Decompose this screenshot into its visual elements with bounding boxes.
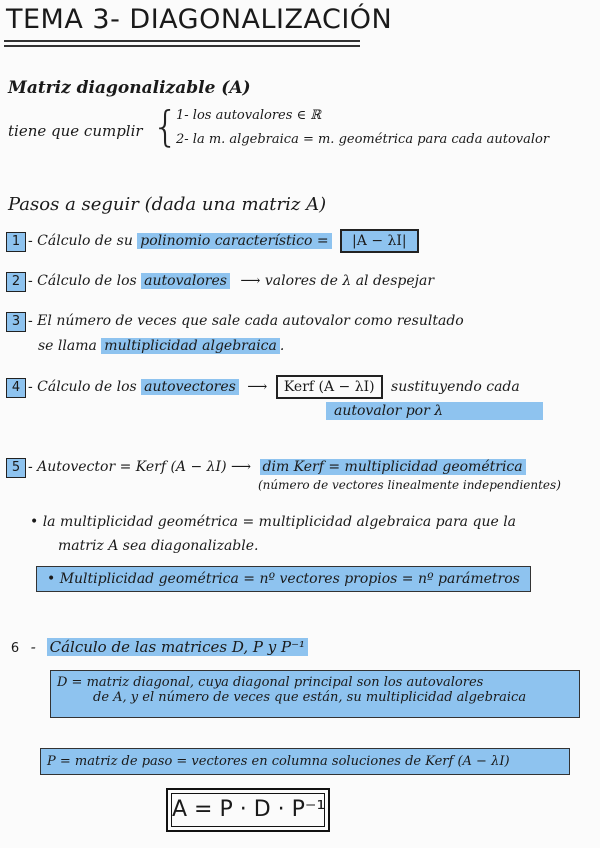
step-after: sustituyendo cada bbox=[391, 379, 520, 395]
step-text: - Autovector = Kerf (A − λI) ⟶ bbox=[28, 459, 252, 475]
page-title: TEMA 3- DIAGONALIZACIÓN bbox=[6, 4, 393, 35]
step-3-line-2 bbox=[38, 338, 284, 354]
step-number: 4 bbox=[6, 378, 26, 398]
highlight: dim Kerf = multiplicidad geométrica bbox=[260, 459, 526, 475]
kernel-box: Kerf (A − λI) bbox=[276, 375, 383, 399]
arrow: ⟶ bbox=[247, 379, 268, 395]
brace: { bbox=[152, 102, 179, 151]
step-2 bbox=[6, 272, 434, 292]
step-1 bbox=[6, 232, 419, 252]
diagonalization-formula: A = P · D · P⁻¹ bbox=[171, 793, 325, 827]
step-text: se llama bbox=[38, 338, 102, 354]
step-5-note: (número de vectores linealmente independientes) bbox=[258, 478, 561, 492]
step-4-line-2: autovalor por λ bbox=[326, 402, 543, 420]
step-number: 5 bbox=[6, 458, 26, 478]
p-definition-box: P = matriz de paso = vectores en columna soluciones de Kerf (A − λI) bbox=[40, 748, 570, 775]
step-text: . bbox=[279, 338, 285, 354]
highlight: autovectores bbox=[141, 379, 239, 395]
step-text: - El número de veces que sale cada autovalor como resultado bbox=[28, 313, 464, 329]
step-4 bbox=[6, 378, 520, 398]
d-definition-line-2: de A, y el número de veces que están, su multiplicidad algebraica bbox=[93, 690, 527, 705]
highlight: Cálculo de las matrices D, P y P⁻¹ bbox=[47, 638, 308, 656]
section-heading-diagonalizable: Matriz diagonalizable (A) bbox=[8, 78, 251, 98]
bullet-1-line-2: matriz A sea diagonalizable. bbox=[58, 538, 259, 554]
condition-1: 1- los autovalores ∈ ℝ bbox=[176, 108, 322, 123]
highlight: autovalores bbox=[141, 273, 230, 289]
step-3 bbox=[6, 312, 464, 332]
bullet-1-line-1: • la multiplicidad geométrica = multiplicidad algebraica para que la bbox=[30, 514, 517, 530]
d-definition-box bbox=[50, 670, 580, 718]
formula-frame bbox=[166, 788, 330, 832]
step-number: 3 bbox=[6, 312, 26, 332]
section-heading-steps: Pasos a seguir (dada una matriz A) bbox=[8, 194, 327, 215]
bullet-2: • Multiplicidad geométrica = nº vectores propios = nº parámetros bbox=[36, 566, 531, 592]
determinant-box: |A − λI| bbox=[340, 229, 419, 253]
title-underline-2 bbox=[4, 45, 360, 47]
step-text: - bbox=[26, 638, 41, 656]
step-6 bbox=[6, 638, 308, 658]
title-underline bbox=[4, 40, 360, 42]
highlight: polinomio característico = bbox=[137, 233, 331, 249]
step-number: 6 bbox=[10, 641, 20, 656]
condition-2: 2- la m. algebraica = m. geométrica para cada autovalor bbox=[176, 132, 550, 147]
step-text: - Cálculo de los bbox=[28, 379, 142, 395]
highlight: multiplicidad algebraica bbox=[101, 338, 280, 354]
step-text: - Cálculo de los bbox=[28, 273, 142, 289]
step-after: ⟶ valores de λ al despejar bbox=[240, 273, 435, 289]
step-number: 1 bbox=[6, 232, 26, 252]
d-definition-line-1: D = matriz diagonal, cuya diagonal principal son los autovalores bbox=[57, 675, 484, 690]
step-number: 2 bbox=[6, 272, 26, 292]
step-text: - Cálculo de su bbox=[28, 233, 138, 249]
condition-lead: tiene que cumplir bbox=[8, 122, 143, 140]
step-5 bbox=[6, 458, 526, 478]
